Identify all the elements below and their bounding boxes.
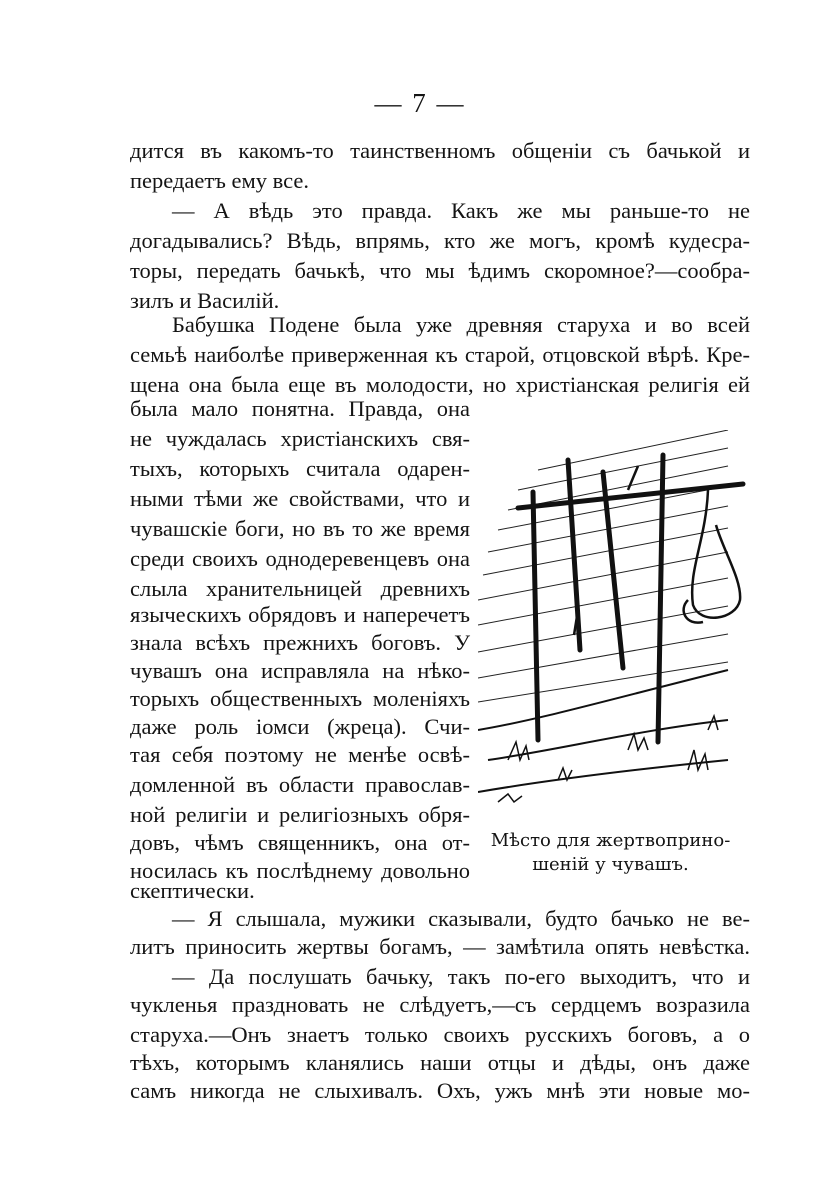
text-line: тая себя поэтому не менѣе освѣ- bbox=[130, 742, 470, 767]
text-line: дится въ какомъ-то таинственномъ общеніи съ бачькой и bbox=[130, 138, 750, 163]
text-line: языческихъ обрядовъ и наперечетъ bbox=[130, 602, 470, 627]
text-line: домленной въ области православ- bbox=[130, 772, 470, 797]
text-line: ной религіи и религіозныхъ обря- bbox=[130, 802, 470, 827]
text-line: чувашъ она исправляла на нѣко- bbox=[130, 658, 470, 683]
text-line: была мало понятна. Правда, она bbox=[130, 396, 470, 421]
text-line: старуха.—Онъ знаетъ только своихъ русскихъ боговъ, а о bbox=[130, 1022, 750, 1047]
text-line: торыхъ общественныхъ моленіяхъ bbox=[130, 686, 470, 711]
text-line: — А вѣдь это правда. Какъ же мы раньше-то не bbox=[172, 198, 750, 223]
caption-line-1: Мѣсто для жертвоприно- bbox=[490, 830, 731, 851]
text-line: — Да послушать бачьку, такъ по-его выходитъ, что и bbox=[172, 964, 750, 989]
illustration-sacrifice-place bbox=[478, 430, 746, 828]
text-line: литъ приносить жертвы богамъ, — замѣтила опять невѣстка. bbox=[130, 934, 750, 959]
engraving-image bbox=[478, 430, 746, 828]
text-line: не чуждалась христіанскихъ свя- bbox=[130, 426, 470, 451]
text-line: тыхъ, которыхъ считала одарен- bbox=[130, 456, 470, 481]
caption-line-2: шеній у чувашъ. bbox=[532, 854, 689, 875]
text-line: щена она была еще въ молодости, но христіанская религія ей bbox=[130, 372, 750, 397]
figure-caption bbox=[468, 829, 753, 877]
text-line: — Я слышала, мужики сказывали, будто бачько не ве- bbox=[172, 906, 750, 931]
text-line: носилась къ послѣднему довольно bbox=[130, 858, 470, 883]
text-line: слыла хранительницей древнихъ bbox=[130, 576, 470, 601]
text-line: Бабушка Подене была уже древняя старуха и во всей bbox=[172, 312, 750, 337]
text-line: знала всѣхъ прежнихъ боговъ. У bbox=[130, 630, 470, 655]
text-line: тѣхъ, которымъ кланялись наши отцы и дѣды, онъ даже bbox=[130, 1050, 750, 1075]
text-line: среди своихъ однодеревенцевъ она bbox=[130, 546, 470, 571]
text-line: довъ, чѣмъ священникъ, она от- bbox=[130, 830, 470, 855]
text-line: семьѣ наиболѣе приверженная къ старой, отцовской вѣрѣ. Кре- bbox=[130, 342, 750, 367]
page-number: — 7 — bbox=[374, 88, 466, 118]
text-line: скептически. bbox=[130, 878, 255, 903]
text-line: передаетъ ему все. bbox=[130, 168, 309, 193]
text-line: торы, передать бачькѣ, что мы ѣдимъ скоромное?—сообра- bbox=[130, 258, 750, 283]
text-line: чувашскіе боги, но въ то же время bbox=[130, 516, 470, 541]
text-line: даже роль іомси (жреца). Счи- bbox=[130, 714, 470, 739]
text-line: ными тѣми же свойствами, что и bbox=[130, 486, 470, 511]
text-line: зилъ и Василій. bbox=[130, 288, 280, 313]
text-line: самъ никогда не слыхивалъ. Охъ, ужъ мнѣ эти новые мо- bbox=[130, 1078, 750, 1103]
text-line: чукленья праздновать не слѣдуетъ,—съ сердцемъ возразила bbox=[130, 992, 750, 1017]
text-line: догадывались? Вѣдь, впрямь, кто же могъ, кромѣ кудесра- bbox=[130, 228, 750, 253]
